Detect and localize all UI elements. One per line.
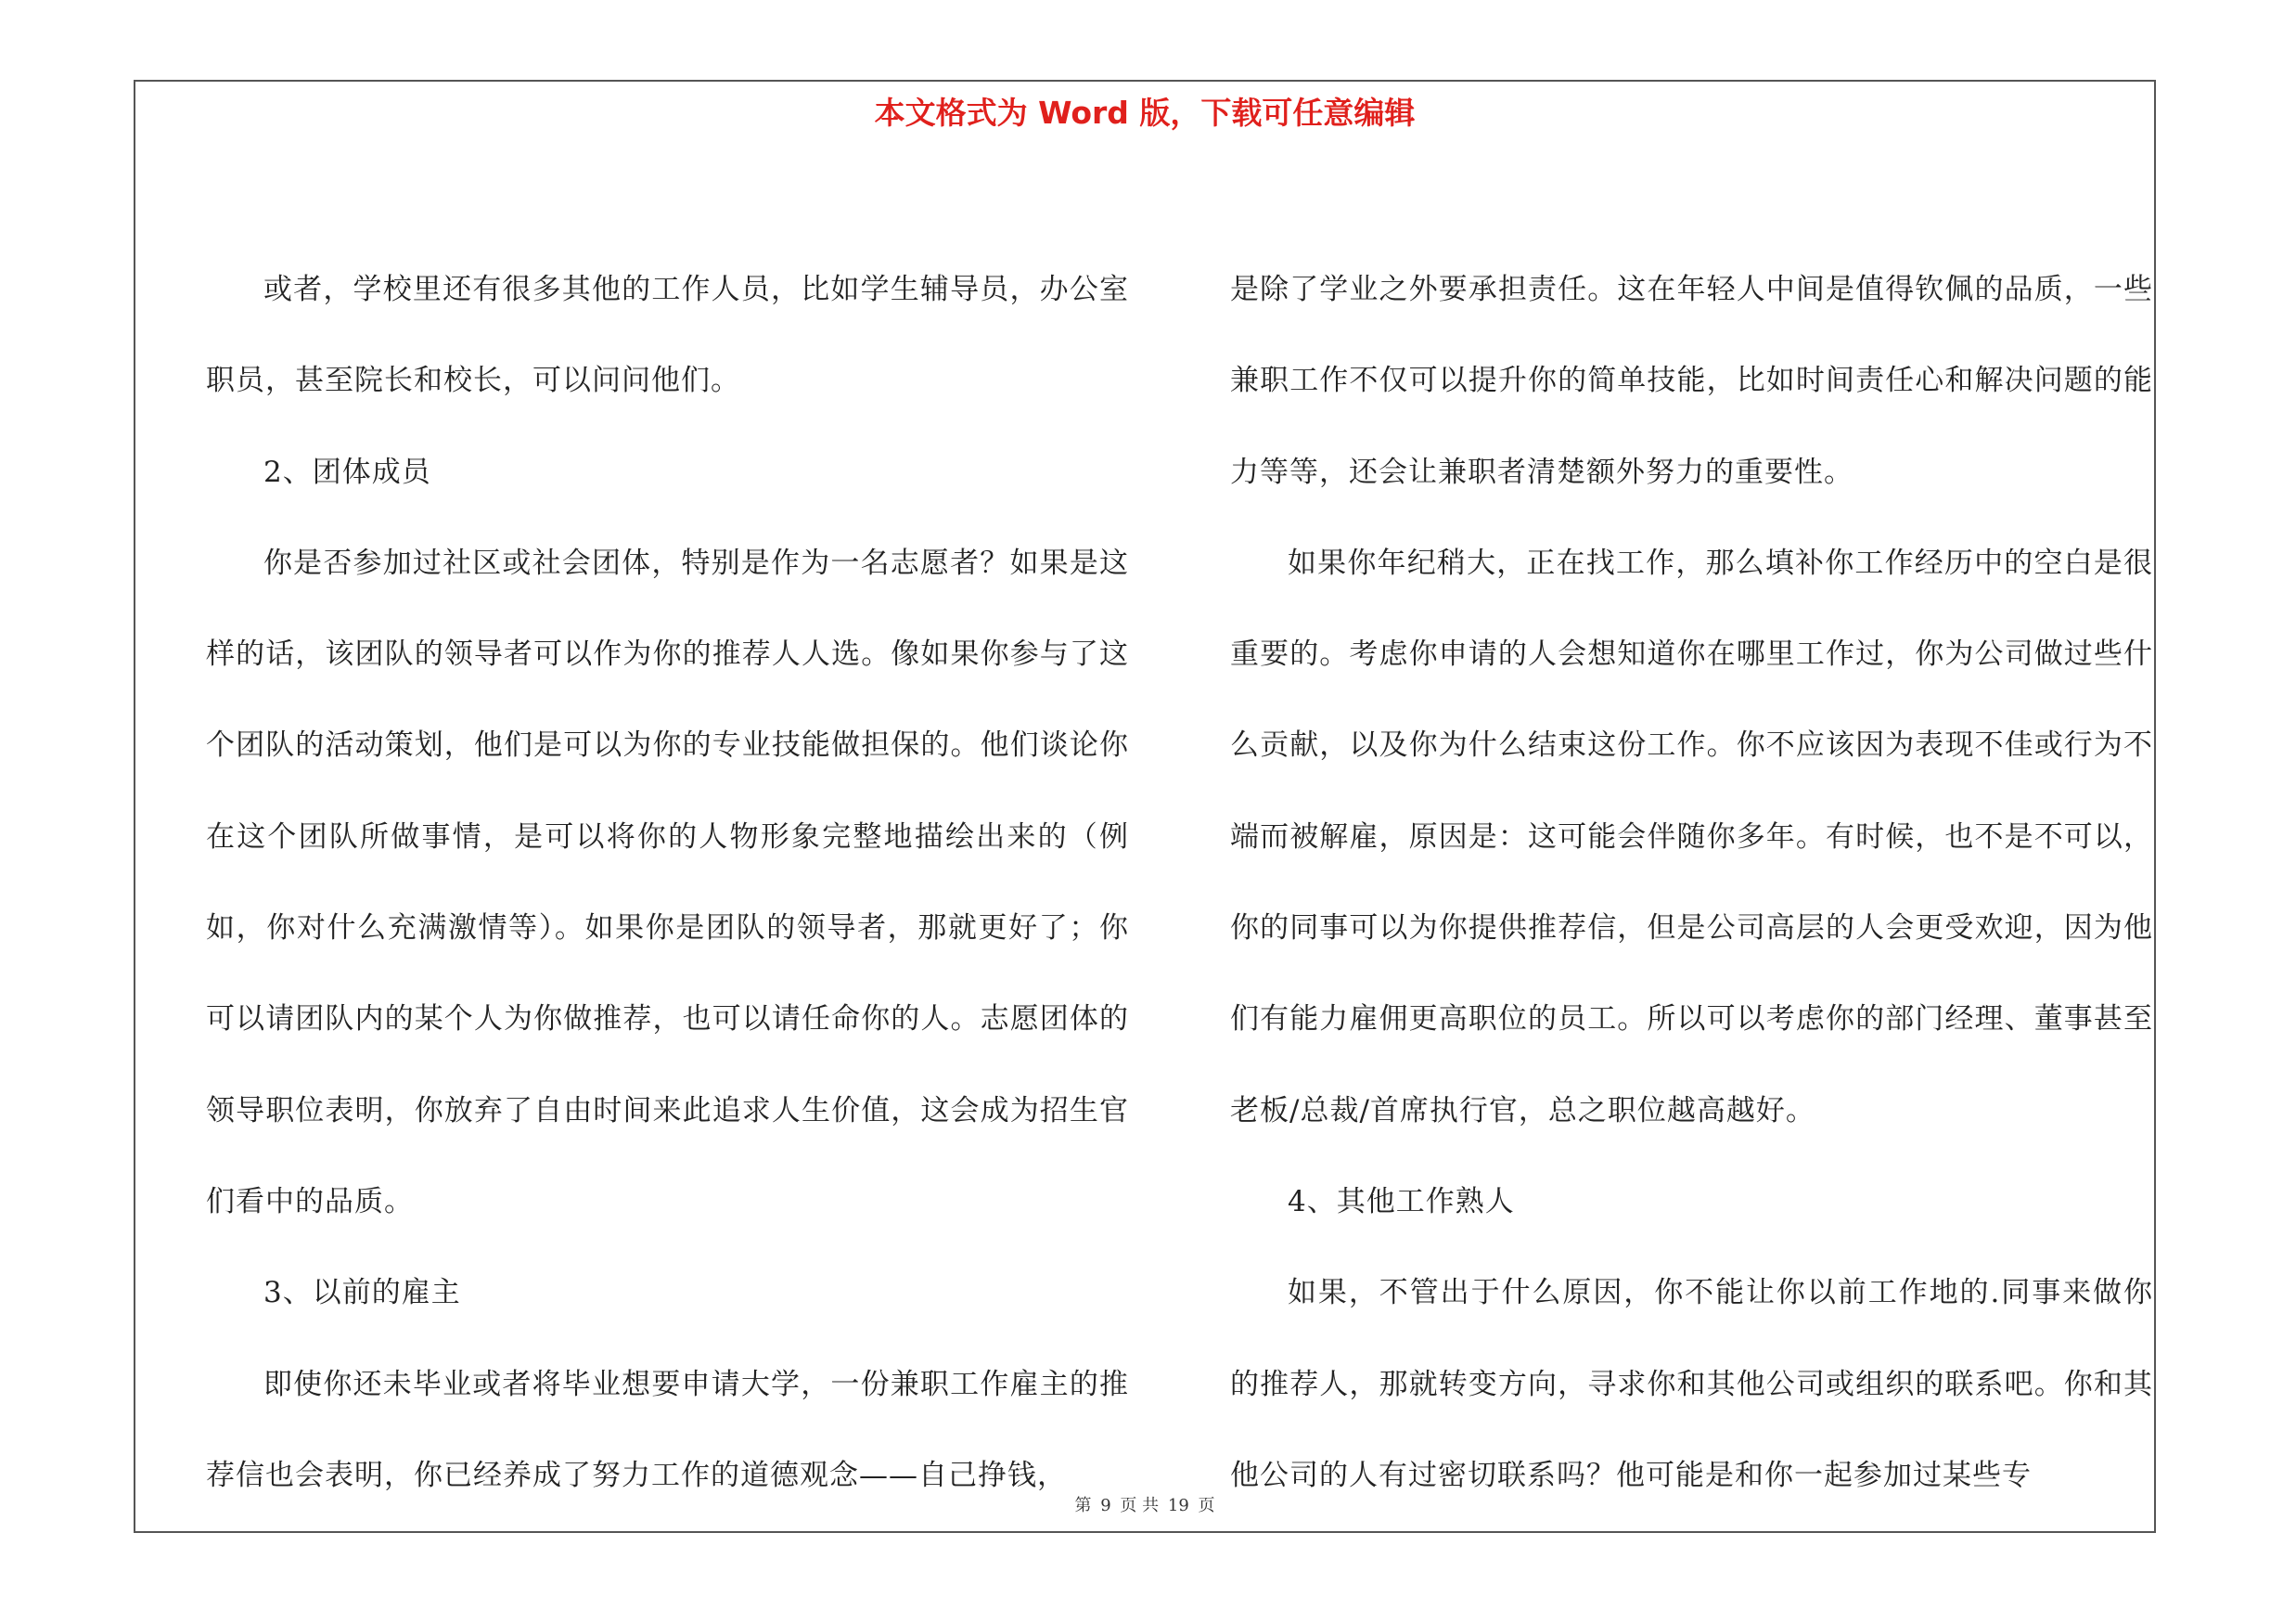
section-heading-4: 4、其他工作熟人 [1288,1184,1515,1218]
left-paragraph-1: 或者，学校里还有很多其他的工作人员，比如学生辅导员，办公室职员，甚至院长和校长，可以问问他们。 [206,273,1129,398]
page-frame [134,80,2156,1533]
right-paragraph-3: 如果，不管出于什么原因，你不能让你以前工作地的.同事来做你的推荐人，那就转变方向，寻求你和其他公司或组织的联系吧。你和其他公司的人有过密切联系吗？他可能是和你一起参加过某些专 [1230,1276,2153,1492]
footer-suffix: 页 [1198,1496,1215,1515]
right-paragraph-1: 是除了学业之外要承担责任。这在年轻人中间是值得钦佩的品质，一些兼职工作不仅可以提升你的简单技能，比如时间责任心和解决问题的能力等等，还会让兼职者清楚额外努力的重要性。 [1230,273,2153,489]
footer-total-pages: 19 [1167,1496,1189,1515]
section-heading-3: 3、以前的雇主 [263,1276,461,1310]
right-paragraph-2: 如果你年纪稍大，正在找工作，那么填补你工作经历中的空白是很重要的。考虑你申请的人会想知道你在哪里工作过，你为公司做过些什么贡献，以及你为什么结束这份工作。你不应该因为表现不佳或行为不端而被解雇，原因是：这可能会伴随你多年。有时候，也不是不可以，你的同事可以为你提供推荐信，但是公司高层的人会更受欢迎，因为他们有能力雇佣更高职位的员工。所以可以考虑你的部门经理、董事甚至老板/总裁/首席执行官，总之职位越高越好。 [1230,546,2153,1127]
footer-prefix: 第 [1074,1496,1092,1515]
left-paragraph-3: 即使你还未毕业或者将毕业想要申请大学，一份兼职工作雇主的推荐信也会表明，你已经养成了努力工作的道德观念——自己挣钱， [206,1367,1129,1492]
left-paragraph-2: 你是否参加过社区或社会团体，特别是作为一名志愿者？如果是这样的话，该团队的领导者可以作为你的推荐人人选。像如果你参与了这个团队的活动策划，他们是可以为你的专业技能做担保的。他们谈论你在这个团队所做事情，是可以将你的人物形象完整地描绘出来的（例如，你对什么充满激情等）。如果你是团队的领导者，那就更好了；你可以请团队内的某个人为你做推荐，也可以请任命你的人。志愿团体的领导职位表明，你放弃了自由时间来此追求人生价值，这会成为招生官们看中的品质。 [206,546,1129,1218]
footer-middle: 页 共 [1120,1496,1160,1515]
page-footer [135,1494,2154,1518]
header-banner: 本文格式为 Word 版，下载可任意编辑 [874,95,1416,131]
right-column [1230,244,2153,1521]
left-column [206,244,1129,1521]
section-heading-2: 2、团体成员 [263,455,431,489]
footer-current-page: 9 [1100,1496,1111,1515]
